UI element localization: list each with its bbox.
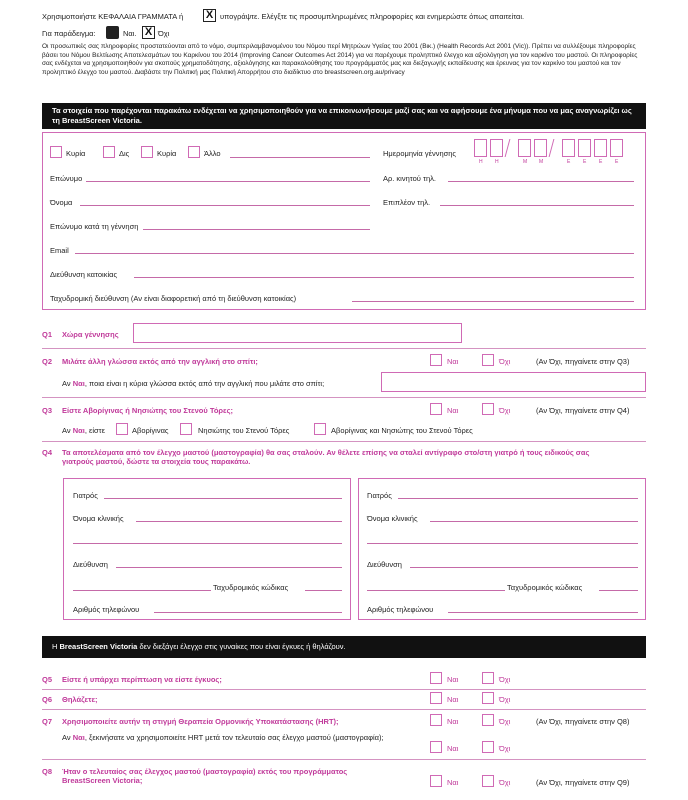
q6-no-label: Όχι	[499, 695, 511, 704]
q3-skip-note: (Αν Όχι, πηγαίνετε στην Q4)	[536, 406, 630, 415]
q7-no-label: Όχι	[499, 717, 511, 726]
q3-no-checkbox[interactable]	[482, 403, 494, 415]
firstname-field[interactable]	[80, 205, 370, 206]
title-checkbox-1[interactable]	[50, 146, 62, 158]
doctor-2-name-field[interactable]	[398, 498, 638, 499]
q3-torres-label: Νησιώτης του Στενού Τόρες	[198, 426, 290, 435]
birth-surname-label: Επώνυμο κατά τη γέννηση	[50, 222, 139, 231]
title-label-1: Κυρία	[66, 149, 86, 158]
q8-yes-label: Ναι	[447, 778, 459, 787]
signature-mark-example	[106, 26, 119, 39]
title-label-4: Άλλο	[204, 149, 221, 158]
q7-no-checkbox[interactable]	[482, 714, 494, 726]
dob-letter-6: Ε	[583, 159, 587, 165]
privacy-notice: Οι προσωπικές σας πληροφορίες προστατεύονται από το νόμο, συμπεριλαμβανομένου του Νόμου περί Μητρώων Υγείας του 2001 (Βικ.) (Health Records Act 2001 (Vic)). Πρέπει να συλλέξουμε πληροφορίες βάσει του Νόμου Βελτίωσης Αποτελεσμάτων του Καρκίνου του 2014 (Improving Cancer Outcomes Act 2014) για να παρέχουμε προληπτικό έλεγχο και αξιολόγηση για τον καρκίνο του μαστού. Οι πληροφορίες σας ενδέχεται να χρησιμοποιηθούν για σκοπούς χρηματοδότησης, αξιολόγησης και παρακολούθησης του προγράμματός μας και διεξαγωγής εκπαίδευσης και έρευνας για τον καρκίνο του μαστού και τον προληπτικό έλεγχο του μαστού. Διαβάστε την Πολιτική μας Πολιτική Απορρήτου στο διαδίκτυο στο breastscreen.org.au/privacy	[42, 43, 638, 76]
q6-divider	[42, 709, 646, 710]
doctor-1-clinic-label: Όνομα κλινικής	[73, 514, 124, 523]
doctor-1-postcode-label: Ταχυδρομικός κώδικας	[213, 583, 289, 592]
doctor-2-phone-field[interactable]	[448, 612, 638, 613]
q7-sub-yes-checkbox[interactable]	[430, 741, 442, 753]
q5-yes-checkbox[interactable]	[430, 672, 442, 684]
q8-yes-checkbox[interactable]	[430, 775, 442, 787]
q8-skip-note: (Αν Όχι, πηγαίνετε στην Q9)	[536, 778, 630, 787]
dob-box-7[interactable]	[594, 139, 607, 157]
q3-yes-label: Ναι	[447, 406, 459, 415]
doctor-1-label: Γιατρός	[73, 491, 98, 500]
q2-sub: Αν Ναι, ποια είναι η κύρια γλώσσα εκτός από την αγγλική που μιλάτε στο σπίτι;	[62, 379, 325, 388]
doctor-1-postcode-field[interactable]	[305, 590, 342, 591]
q7-text: Χρησιμοποιείτε αυτήν τη στιγμή Θεραπεία Ορμονικής Υποκατάστασης (HRT);	[62, 717, 339, 726]
q2-divider	[42, 397, 646, 398]
mobile-field[interactable]	[448, 181, 634, 182]
q4-text: Τα αποτελέσματα από τον έλεγχο μαστού (μαστογραφία) θα σας σταλούν. Αν θέλετε επίσης να σταλεί αντίγραφο στο/στη γιατρό ή τους ειδικούς σας γιατρούς μαστού, δώστε τα στοιχεία τους παρακάτω.	[62, 448, 590, 466]
q3-number: Q3	[42, 406, 53, 415]
title-label-2: Δις	[119, 149, 130, 158]
dob-box-6[interactable]	[578, 139, 591, 157]
q8-no-checkbox[interactable]	[482, 775, 494, 787]
doctor-2-address-field[interactable]	[410, 567, 638, 568]
q7-skip-note: (Αν Όχι, πηγαίνετε στην Q8)	[536, 717, 630, 726]
title-other-line[interactable]	[230, 157, 370, 158]
contact-details-frame	[42, 132, 646, 310]
q8-no-label: Όχι	[499, 778, 511, 787]
q1-divider	[42, 348, 646, 349]
doctor-1-phone-label: Αριθμός τηλεφώνου	[73, 605, 140, 614]
intro-line-1b: υπογράψτε. Ελέγξτε τις προσυμπληρωμένες πληροφορίες και ενημερώστε όπως απαιτείται.	[220, 12, 525, 21]
doctor-1-address-field-2[interactable]	[73, 590, 211, 591]
q5-number: Q5	[42, 675, 53, 684]
q1-text: Χώρα γέννησης	[62, 330, 119, 339]
dob-box-8[interactable]	[610, 139, 623, 157]
q6-no-checkbox[interactable]	[482, 692, 494, 704]
doctor-2-postcode-label: Ταχυδρομικός κώδικας	[507, 583, 583, 592]
q2-yes-checkbox[interactable]	[430, 354, 442, 366]
q3-aboriginal-label: Αβορίγινας	[132, 426, 169, 435]
doctor-2-phone-label: Αριθμός τηλεφώνου	[367, 605, 434, 614]
doctor-2-label: Γιατρός	[367, 491, 392, 500]
q2-number: Q2	[42, 357, 53, 366]
surname-field[interactable]	[86, 181, 370, 182]
dob-box-4[interactable]	[534, 139, 547, 157]
q7-number: Q7	[42, 717, 53, 726]
q3-yes-checkbox[interactable]	[430, 403, 442, 415]
doctor-2-address-label: Διεύθυνση	[367, 560, 402, 569]
other-phone-label: Επιπλέον τηλ.	[383, 198, 431, 207]
title-checkbox-2[interactable]	[103, 146, 115, 158]
doctor-2-clinic-field[interactable]	[430, 521, 638, 522]
dob-letter-8: Ε	[615, 159, 619, 165]
mobile-label: Αρ. κινητού τηλ.	[383, 174, 436, 183]
birth-surname-field[interactable]	[143, 229, 370, 230]
dob-letter-7: Ε	[599, 159, 603, 165]
address-label: Διεύθυνση κατοικίας	[50, 270, 118, 279]
q1-number: Q1	[42, 330, 53, 339]
dob-box-5[interactable]	[562, 139, 575, 157]
q8-text: Ήταν ο τελευταίος σας έλεγχος μαστού (μαστογραφία) εκτός του προγράμματος BreastScreen Victoria;	[62, 767, 348, 785]
q8-number: Q8	[42, 767, 53, 776]
q3-aboriginal-checkbox[interactable]	[116, 423, 128, 435]
q4-number: Q4	[42, 448, 53, 457]
dob-letter-4: Μ	[539, 159, 544, 165]
title-checkbox-4[interactable]	[188, 146, 200, 158]
q7-yes-checkbox[interactable]	[430, 714, 442, 726]
doctor-2-clinic-label: Όνομα κλινικής	[367, 514, 418, 523]
contact-header: Τα στοιχεία που παρέχονται παρακάτω ενδέχεται να χρησιμοποιηθούν για να επικοινωνήσουμε μαζί σας και να αφήσουμε ένα μήνυμα που να μας αναγνωρίζει ως τη BreastScreen Victoria.	[42, 103, 646, 129]
firstname-label: Όνομα	[50, 198, 73, 207]
q3-no-label: Όχι	[499, 406, 511, 415]
dob-label: Ημερομηνία γέννησης	[383, 149, 457, 158]
dob-box-1[interactable]	[474, 139, 487, 157]
doctor-1-address-label: Διεύθυνση	[73, 560, 108, 569]
doctor-1-phone-field[interactable]	[154, 612, 342, 613]
doctor-2-blank-line[interactable]	[367, 543, 638, 544]
q2-skip-note: (Αν Όχι, πηγαίνετε στην Q3)	[536, 357, 630, 366]
email-field[interactable]	[75, 253, 634, 254]
q3-both-checkbox[interactable]	[314, 423, 326, 435]
title-checkbox-3[interactable]	[141, 146, 153, 158]
q7-yes-label: Ναι	[447, 717, 459, 726]
doctor-2-frame	[358, 478, 646, 620]
q2-no-checkbox[interactable]	[482, 354, 494, 366]
other-phone-field[interactable]	[440, 205, 634, 206]
postal-label: Ταχυδρομική διεύθυνση (Αν είναι διαφορετική από τη διεύθυνση κατοικίας)	[50, 294, 297, 303]
q5-text: Είστε ή υπάρχει περίπτωση να είστε έγκυος;	[62, 675, 222, 684]
q2-language-input[interactable]	[381, 372, 646, 392]
surname-label: Επώνυμο	[50, 174, 83, 183]
dob-letter-1: Η	[479, 159, 483, 165]
q5-no-checkbox[interactable]	[482, 672, 494, 684]
x-mark-example-box: X	[203, 9, 216, 22]
q2-text: Μιλάτε άλλη γλώσσα εκτός από την αγγλική στο σπίτι;	[62, 357, 258, 366]
q3-torres-checkbox[interactable]	[180, 423, 192, 435]
q6-text: Θηλάζετε;	[62, 695, 98, 704]
doctor-1-blank-line[interactable]	[73, 543, 342, 544]
q3-text: Είστε Αβορίγινας ή Νησιώτης του Στενού Τόρες;	[62, 406, 234, 415]
dob-box-3[interactable]	[518, 139, 531, 157]
q3-both-label: Αβορίγινας και Νησιώτης του Στενού Τόρες	[331, 426, 473, 435]
q5-yes-label: Ναι	[447, 675, 459, 684]
q3-divider	[42, 441, 646, 442]
email-label: Email	[50, 246, 69, 255]
doctor-1-name-field[interactable]	[104, 498, 342, 499]
q2-yes-label: Ναι	[447, 357, 459, 366]
doctor-2-postcode-field[interactable]	[599, 590, 638, 591]
dob-box-2[interactable]	[490, 139, 503, 157]
q7-sub-yes-label: Ναι	[447, 744, 459, 753]
postal-field[interactable]	[352, 301, 634, 302]
doctor-1-clinic-field[interactable]	[136, 521, 342, 522]
example-yes: Ναι.	[123, 29, 137, 38]
example-no: Όχι	[158, 29, 170, 38]
q6-number: Q6	[42, 695, 53, 704]
q6-yes-label: Ναι	[447, 695, 459, 704]
q5-no-label: Όχι	[499, 675, 511, 684]
q6-yes-checkbox[interactable]	[430, 692, 442, 704]
q7-sub: Αν Ναι, ξεκινήσατε να χρησιμοποιείτε HRT μετά τον τελευταίο σας έλεγχο μαστού (μαστογραφία);	[62, 733, 384, 742]
q7-sub-no-label: Όχι	[499, 744, 511, 753]
example-label: Για παράδειγμα:	[42, 29, 96, 38]
pregnancy-notice: Η BreastScreen Victoria δεν διεξάγει έλεγχο στις γυναίκες που είναι έγκυες ή θηλάζουν.	[42, 636, 646, 658]
dob-letter-2: Η	[495, 159, 499, 165]
dob-letter-3: Μ	[523, 159, 528, 165]
title-label-3: Κυρία	[157, 149, 177, 158]
x-mark-example-box-2: X	[142, 26, 155, 39]
q5-divider	[42, 689, 646, 690]
q7-sub-no-checkbox[interactable]	[482, 741, 494, 753]
doctor-2-address-field-2[interactable]	[367, 590, 505, 591]
doctor-1-address-field[interactable]	[116, 567, 342, 568]
address-field[interactable]	[134, 277, 634, 278]
q2-no-label: Όχι	[499, 357, 511, 366]
country-of-birth-input[interactable]	[133, 323, 462, 343]
intro-line-1: Χρησιμοποιήστε ΚΕΦΑΛΑΙΑ ΓΡΑΜΜΑΤΑ ή	[42, 12, 184, 21]
dob-letter-5: Ε	[567, 159, 571, 165]
doctor-1-frame	[63, 478, 351, 620]
q7-divider	[42, 759, 646, 760]
q3-sub: Αν Ναι, είστε	[62, 426, 105, 435]
